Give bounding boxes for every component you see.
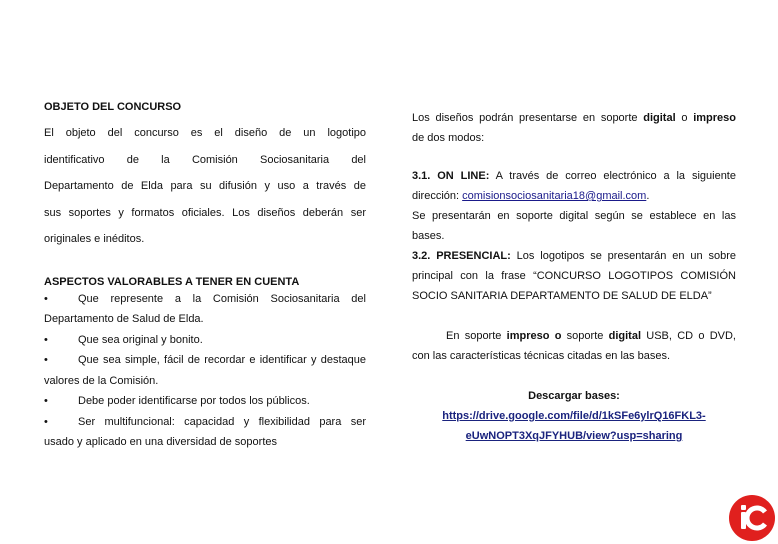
pres-line-2: principal con la frase “CONCURSO LOGOTIPOS COMISIÓN [412,270,736,282]
download-link-part-1[interactable]: https://drive.google.com/file/d/1kSFe6ylrQ16FKL3- [442,410,706,422]
download-link-line-2 [412,426,736,446]
heading-objeto: OBJETO DEL CONCURSO [44,101,182,113]
bullet-text-cont: Departamento de Salud de Elda. [44,313,204,325]
online-period: . [646,190,650,202]
pres-text: Los logotipos se presentarán en un sobre [510,250,736,262]
online-text: A través de correo electrónico a la siguiente [489,170,736,182]
intro-or: o [675,112,694,124]
online-line-4: bases. [412,230,445,242]
pres-line-3: SOCIO SANITARIA DEPARTAMENTO DE SALUD DE ELDA” [412,290,712,302]
intro-line-2: de dos modos: [412,132,485,144]
intro-impreso: impreso [693,112,736,124]
bullet-text: Ser multifuncional: capacidad y flexibilidad para ser [78,415,366,428]
download-label: Descargar bases: [528,390,620,402]
email-link[interactable]: comisionsociosanitaria18@gmail.com [462,190,647,202]
intro-digital: digital [643,112,676,124]
left-column [44,100,366,453]
objeto-line-5: originales e inéditos. [44,233,145,245]
objeto-line-3: Departamento de Elda para su difusión y uso a través de [44,180,366,192]
support-digital: digital [608,330,642,342]
objeto-paragraph [44,120,366,253]
support-text-e: USB, CD o DVD, [641,330,736,342]
bullet-mark: • [44,415,48,428]
pres-label: 3.2. PRESENCIAL: [412,250,511,262]
download-link-line-1 [412,406,736,426]
support-line-1 [412,326,736,346]
objeto-line-4: sus soportes y formatos oficiales. Los diseños deberán ser [44,206,366,219]
list-item [44,289,366,330]
bullet-mark: • [44,333,48,346]
support-text-a: En soporte [446,330,507,342]
intro-text: Los diseños podrán presentarse en soporte [412,112,644,124]
bullet-mark: • [44,395,48,407]
heading-aspectos: ASPECTOS VALORABLES A TENER EN CUENTA [44,275,300,288]
download-link-part-2[interactable]: eUwNOPT3XqJFYHUB/view?usp=sharing [465,430,683,442]
bullet-text: Que sea simple, fácil de recordar e identificar y destaque [78,354,366,366]
list-item [44,412,366,453]
objeto-line-1: El objeto del concurso es el diseño de un logotipo [44,127,366,139]
pres-line-1 [412,246,736,266]
intro-line-1 [412,108,736,128]
list-item [44,391,366,412]
list-item [44,330,366,351]
brand-logo-icon [729,495,775,541]
bullet-text-cont: valores de la Comisión. [44,374,159,387]
bullet-mark: • [44,292,48,305]
support-line-2: con las características técnicas citadas en las bases. [412,350,671,362]
online-address-label: dirección: [412,190,463,202]
support-impreso: impreso o [506,330,562,342]
bullet-text: Debe poder identificarse por todos los públicos. [78,395,310,407]
aspectos-list [44,289,366,453]
support-text-c: soporte [561,330,609,342]
bullet-text-cont: usado y aplicado en una diversidad de soportes [44,436,277,448]
online-line-3: Se presentarán en soporte digital según se establece en las [412,210,736,222]
online-line-1 [412,166,736,186]
list-item [44,350,366,391]
bullet-text: Que represente a la Comisión Sociosanitaria del [78,292,366,305]
online-label: 3.1. ON LINE: [412,170,490,182]
bullet-mark: • [44,354,48,366]
right-column [412,108,736,446]
online-line-2 [412,186,736,206]
objeto-line-2: identificativo de la Comisión Sociosanitaria del [44,153,366,166]
bullet-text: Que sea original y bonito. [78,333,203,346]
